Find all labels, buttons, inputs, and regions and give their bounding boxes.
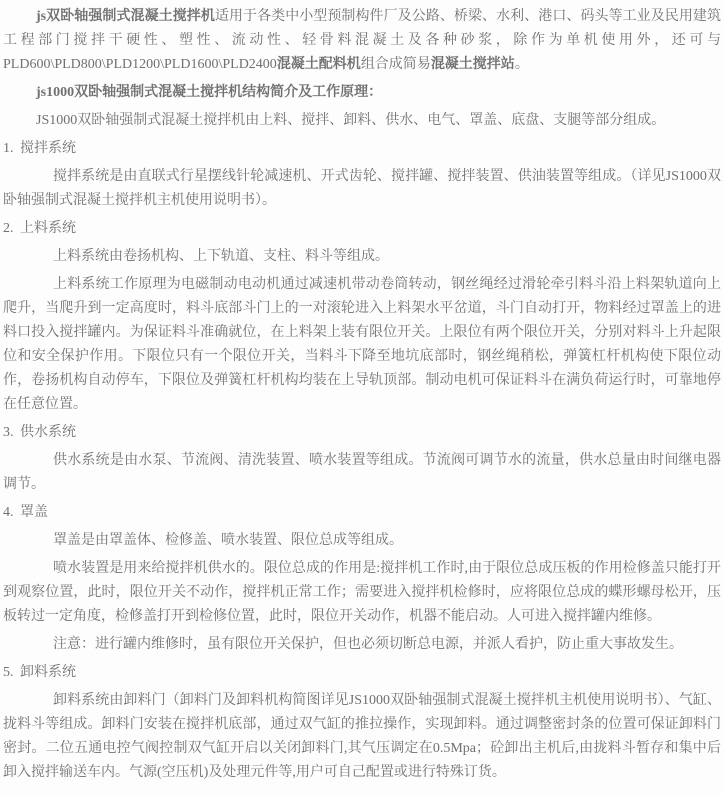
section-5-number: 5.	[3, 665, 14, 680]
section-4-number: 4.	[3, 505, 14, 520]
section-2-number: 2.	[3, 221, 14, 236]
section-2-paragraph-2: 上料系统工作原理为电磁制动电动机通过减速机带动卷筒转动，钢丝绳经过滑轮牵引料斗沿上料架轨道向上爬升，当爬升到一定高度时，料斗底部斗门上的一对滚轮进入上料架水平岔道，斗门自动打开，物料经过罩盖上的进料口投入搅拌罐内。为保证料斗准确就位，在上料架上装有限位开关。上限位有两个限位开关，分别对料斗上升起限位和安全保护作用。下限位只有一个限位开关，当料斗下降至地坑底部时，钢丝绳稍松，弹簧杠杆机构使下限位动作，卷扬机构自动停车，下限位及弹簧杠杆机构均装在上导轨顶部。制动电机可保证料斗在满负荷运行时，可靠地停在任意位置。	[3, 277, 721, 412]
section-4-paragraph-2: 喷水装置是用来给搅拌机供水的。限位总成的作用是:搅拌机工作时,由于限位总成压板的作用检修盖只能打开到观察位置，此时，限位开关不动作，搅拌机正常工作；需要进入搅拌机检修时，应将限位总成的蝶形螺母松开，压板转过一定角度，检修盖打开到检修位置，此时，限位开关动作，机器不能启动。人可进入搅拌罐内维修。	[3, 561, 721, 624]
section-3-title: 供水系统	[20, 425, 76, 440]
section-4-title: 罩盖	[20, 505, 48, 520]
section-1-title: 搅拌系统	[20, 141, 76, 156]
overview-paragraph: JS1000双卧轴强制式混凝土搅拌机由上料、搅拌、卸料、供水、电气、罩盖、底盘、支腿等部分组成。	[36, 113, 666, 128]
section-feeding-system	[3, 217, 721, 417]
section-cover	[3, 501, 721, 657]
section-3-paragraph-1: 供水系统是由水泵、节流阀、清洗装置、喷水装置等组成。节流阀可调节水的流量，供水总量由时间继电器调节。	[3, 453, 721, 492]
intro-bold-batching-machine: 混凝土配料机	[276, 57, 361, 72]
section-1-number: 1.	[3, 141, 14, 156]
section-2-paragraph-1: 上料系统由卷扬机构、上下轨道、支柱、料斗等组成。	[53, 249, 389, 264]
section-2-heading	[3, 217, 721, 241]
section-5-paragraph-1: 卸料系统由卸料门（卸料门及卸料机构简图详见JS1000双卧轴强制式混凝土搅拌机主机使用说明书）、气缸、拢料斗等组成。卸料门安装在搅拌机底部，通过双气缸的推拉操作，实现卸料。通过调整密封条的位置可保证卸料门密封。二位五通电控气阀控制双气缸开启以关闭卸料门,其气压调定在0.5Mpa；砼卸出主机后,由拢料斗暂存和集中后卸入搅拌输送车内。气源(空压机)及处理元件等,用户可自己配置或进行特殊订货。	[3, 693, 721, 780]
section-4-paragraph-1: 罩盖是由罩盖体、检修盖、喷水装置、限位总成等组成。	[53, 533, 403, 548]
section-mixing-system	[3, 137, 721, 213]
section-2-title: 上料系统	[20, 221, 76, 236]
section-3-number: 3.	[3, 425, 14, 440]
intro-paragraph	[3, 5, 721, 77]
intro-text-period: 。	[514, 57, 529, 72]
section-5-heading	[3, 661, 721, 685]
intro-text-applications: 适用于各类中小型预制构件厂及公路、桥梁、水利、港口、码头等工业及民用建筑工程部门搅拌干硬性、塑性、流动性、轻骨料混凝土及各种砂浆，除作为单机使用外，还可与PLD600\PLD800\PLD1200\PLD1600\PLD2400	[3, 9, 721, 72]
intro-text-combine: 组合成简易	[360, 57, 431, 72]
section-1-heading	[3, 137, 721, 161]
section-1-paragraph-1: 搅拌系统是由直联式行星摆线针轮减速机、开式齿轮、搅拌罐、搅拌装置、供油装置等组成。（详见JS1000双卧轴强制式混凝土搅拌机主机使用说明书）。	[3, 169, 721, 208]
intro-bold-mixing-station: 混凝土搅拌站	[430, 57, 515, 72]
section-4-heading	[3, 501, 721, 525]
structure-heading: js1000双卧轴强制式混凝土搅拌机结构简介及工作原理：	[36, 85, 383, 100]
section-discharging-system	[3, 661, 721, 785]
section-water-supply-system	[3, 421, 721, 497]
section-4-notice: 注意：进行罐内维修时，虽有限位开关保护，但也必须切断总电源，并派人看护，防止重大事故发生。	[53, 637, 683, 652]
section-3-heading	[3, 421, 721, 445]
section-5-title: 卸料系统	[20, 665, 76, 680]
intro-bold-product-name: js双卧轴强制式混凝土搅拌机	[36, 9, 215, 24]
